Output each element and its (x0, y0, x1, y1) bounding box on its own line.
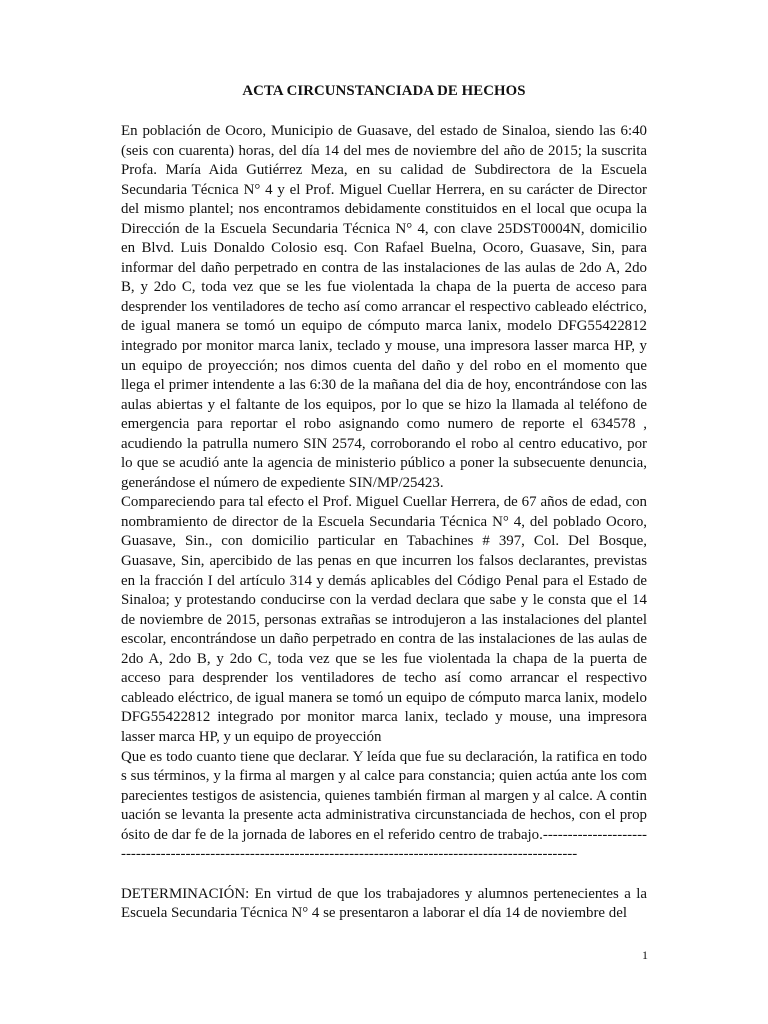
document-body (121, 122, 647, 924)
page-number: 1 (642, 948, 648, 962)
paragraph-ratification: Que es todo cuanto tiene que declarar. Y leída que fue su declaración, la ratifica en todos sus términos, y la firma al margen y al calce para constancia; quien actúa ante los comparecientes testigos de asistencia, quienes también firman al margen y al calce. A continuación se levanta la presente acta administrativa circunstanciada de hechos, con el propósito de dar fe de la jornada de labores en el referido centro de trabajo.----------------------------------------------------------------------------------------------------------------- (121, 748, 647, 863)
paragraph-intro: En población de Ocoro, Municipio de Guasave, del estado de Sinaloa, siendo las 6:40 (seis con cuarenta) horas, del día 14 del mes de noviembre del año de 2015; la suscrita Profa. María Aida Gutiérrez Meza, en su calidad de Subdirectora de la Escuela Secundaria Técnica N° 4 y el Prof. Miguel Cuellar Herrera, en su carácter de Director del mismo plantel; nos encontramos debidamente constituidos en el local que ocupa la Dirección de la Escuela Secundaria Técnica N° 4, con clave 25DST0004N, domicilio en Blvd. Luis Donaldo Colosio esq. Con Rafael Buelna, Ocoro, Guasave, Sin, para informar del daño perpetrado en contra de las instalaciones de las aulas de 2do A, 2do B, y 2do C, toda vez que se les fue violentada la chapa de la puerta de acceso para desprender los ventiladores de techo así como arrancar el respectivo cableado eléctrico, de igual manera se tomó un equipo de cómputo marca lanix, modelo DFG55422812 integrado por monitor marca lanix, teclado y mouse, una impresora lasser marca HP, y un equipo de proyección; nos dimos cuenta del daño y del robo en el momento que llega el primer intendente a las 6:30 de la mañana del dia de hoy, encontrándose con las aulas abiertas y el faltante de los equipos, por lo que se hizo la llamada al teléfono de emergencia para reportar el robo asignando como numero de reporte el 634578 , acudiendo la patrulla numero SIN 2574, corroborando el robo al centro educativo, por lo que se acudió ante la agencia de ministerio público a poner la subsecuente denuncia, generándose el número de expediente SIN/MP/25423. (121, 123, 647, 491)
document-title: ACTA CIRCUNSTANCIADA DE HECHOS (242, 83, 526, 99)
paragraph-determination: DETERMINACIÓN: En virtud de que los trabajadores y alumnos pertenecientes a la Escuela Secundaria Técnica N° 4 se presentaron a laborar el día 14 de noviembre del (121, 885, 647, 922)
paragraph-declaration: Compareciendo para tal efecto el Prof. Miguel Cuellar Herrera, de 67 años de edad, con nombramiento de director de la Escuela Secundaria Técnica N° 4, del poblado Ocoro, Guasave, Sin., con domicilio particular en Tabachines # 397, Col. Del Bosque, Guasave, Sin, apercibido de las penas en que incurren los falsos declarantes, previstas en la fracción I del artículo 314 y demás aplicables del Código Penal para el Estado de Sinaloa; y protestando conducirse con la verdad declara que sabe y le consta que el 14 de noviembre de 2015, personas extrañas se introdujeron a las instalaciones del plantel escolar, encontrándose un daño perpetrado en contra de las instalaciones de las aulas de 2do A, 2do B, y 2do C, toda vez que se les fue violentada la chapa de la puerta de acceso para desprender los ventiladores de techo así como arrancar el respectivo cableado eléctrico, de igual manera se tomó un equipo de cómputo marca lanix, modelo DFG55422812 integrado por monitor marca lanix, teclado y mouse, una impresora lasser marca HP, y un equipo de proyección (121, 494, 647, 745)
